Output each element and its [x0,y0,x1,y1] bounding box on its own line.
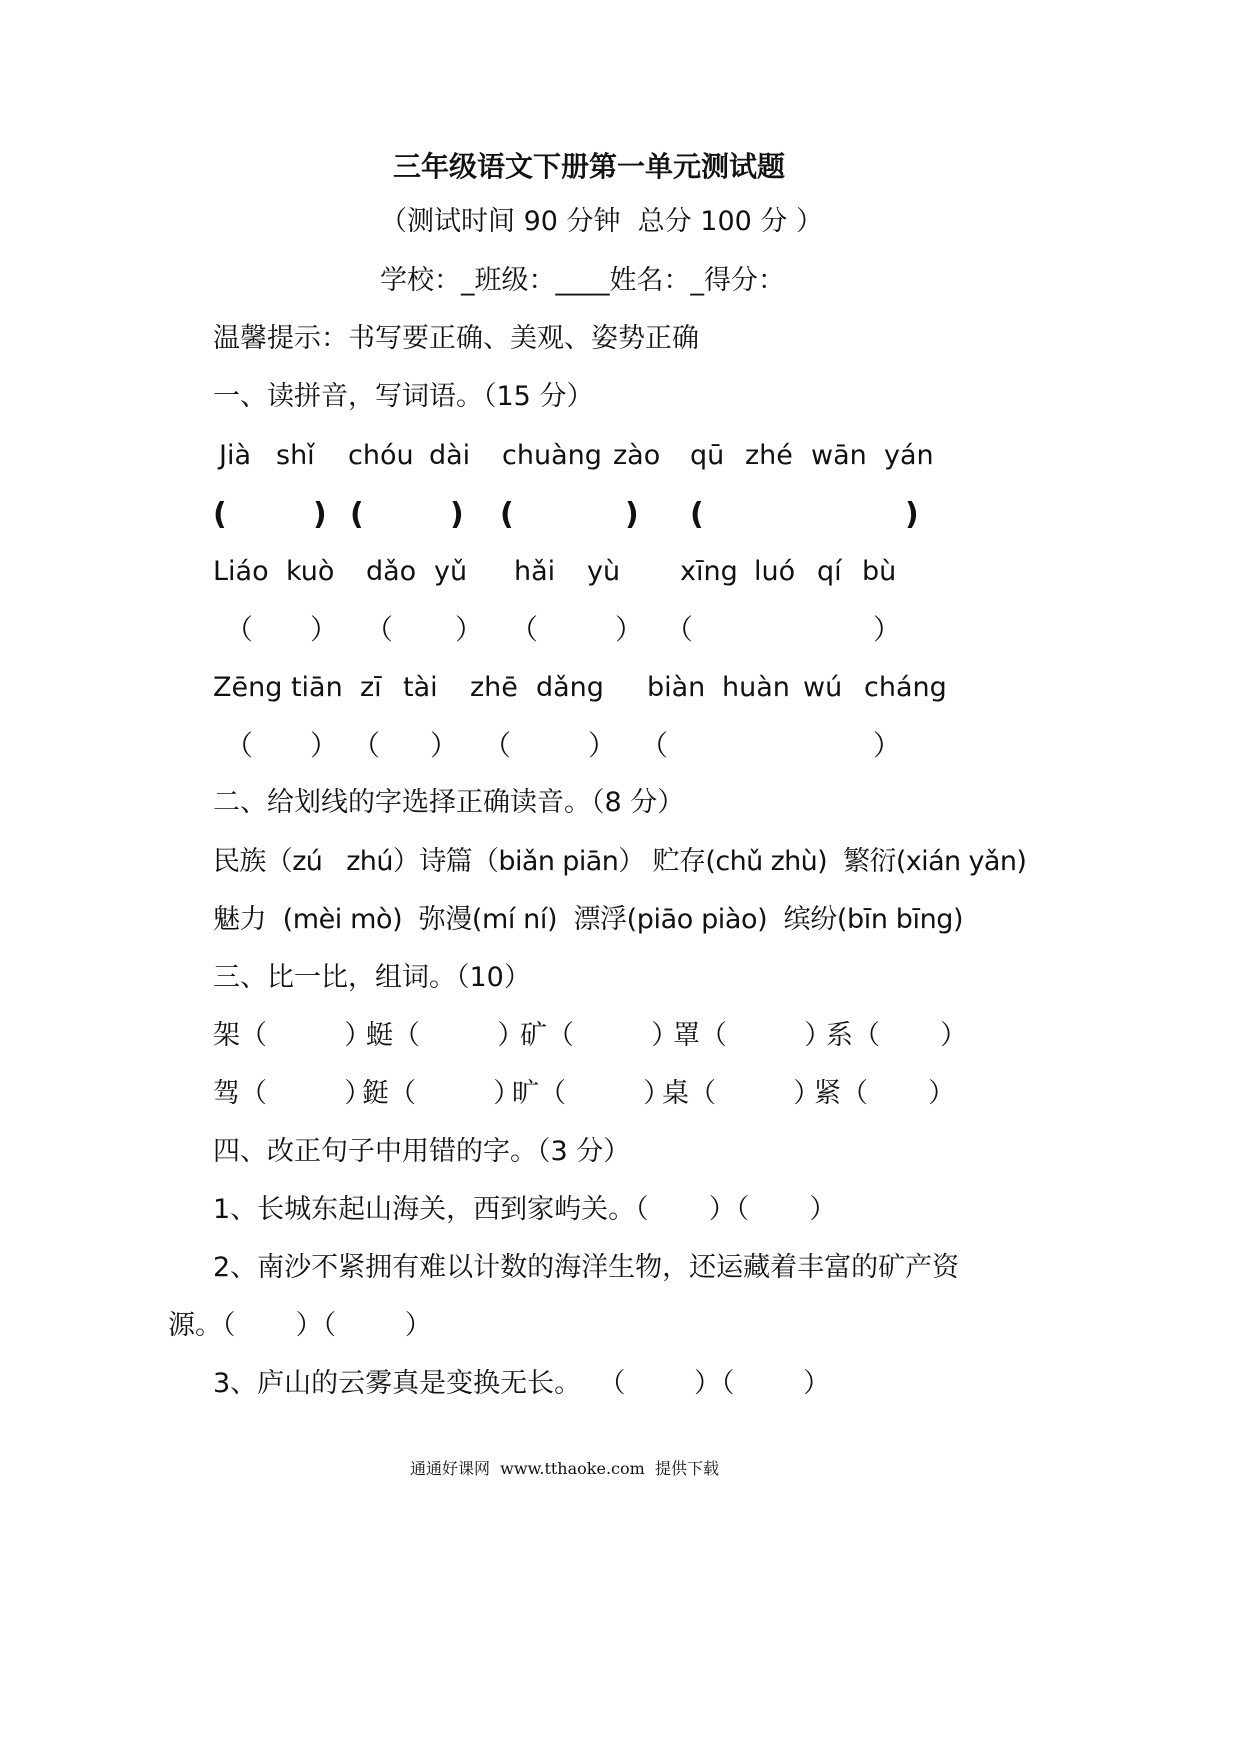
answer-blank-open: （ [225,613,254,646]
answer-blank-close: ） [615,613,644,646]
answer-blank-close: ) [625,497,639,532]
answer-blank-close: ） [310,729,339,762]
pinyin: yán [884,440,934,471]
answer-blank-close: ） [430,729,459,762]
section-4-heading: 四、改正句子中用错的字。（3 分） [213,1136,631,1167]
correction-question-continued: 源。（ ）（ ） [168,1310,432,1341]
reading-choice-line: 魅力 (mèi mò) 弥漫(mí ní) 漂浮(piāo piào) 缤纷(bīn bīng) [213,904,964,935]
word-group-item: 桌（ ） [662,1078,821,1109]
answer-blank-close: ） [588,729,617,762]
tip-text: 温馨提示：书写要正确、美观、姿势正确 [213,323,699,354]
answer-blank-close: ） [455,613,484,646]
answer-blank-open: ( [690,497,704,532]
pinyin: shǐ [276,440,315,471]
reading-choice-line: 民族（zú zhú）诗篇（biǎn piān） 贮存(chǔ zhù) 繁衍(xián yǎn) [213,846,1027,877]
correction-question: 2、南沙不紧拥有难以计数的海洋生物，还运藏着丰富的矿产资 [213,1252,960,1283]
pinyin: zào [613,440,661,471]
answer-blank-open: ( [500,497,514,532]
pinyin: zhé [745,440,793,471]
answer-blank-open: （ [352,729,381,762]
answer-blank-open: （ [483,729,512,762]
answer-blank-open: ( [350,497,364,532]
pinyin: wú [803,672,843,703]
word-group-item: 蜓（ ） [366,1020,525,1051]
pinyin: xīng [680,556,738,587]
answer-blank-close: ） [873,729,902,762]
answer-blank-open: （ [225,729,254,762]
answer-blank-open: （ [365,613,394,646]
correction-question: 1、长城东起山海关，西到家屿关。（ ）（ ） [213,1194,837,1225]
pinyin: huàn [722,672,790,703]
answer-blank-open: （ [510,613,539,646]
pinyin: hǎi [514,556,556,587]
pinyin: luó [754,556,796,587]
pinyin: kuò [286,556,335,587]
section-2-heading: 二、给划线的字选择正确读音。（8 分） [213,787,685,818]
section-1-heading: 一、读拼音，写词语。（15 分） [213,381,594,412]
pinyin: cháng [864,672,947,703]
pinyin: Jià [219,440,252,471]
footer-text: 通通好课网 www.tthaoke.com 提供下载 [410,1459,719,1478]
answer-blank-close: ） [873,613,902,646]
pinyin: dài [429,440,471,471]
pinyin: zhē [470,672,518,703]
pinyin: Zēng tiān [213,672,343,703]
word-group-item: 系（ ） [826,1020,968,1051]
pinyin: yù [587,556,621,587]
pinyin: yǔ [434,556,468,587]
page-title: 三年级语文下册第一单元测试题 [393,150,786,183]
pinyin: Liáo [213,556,269,587]
pinyin: dǎng [536,672,604,703]
answer-blank-open: （ [640,729,669,762]
answer-blank-open: ( [213,497,227,532]
word-group-item: 矿（ ） [520,1020,679,1051]
pinyin: zī [360,672,382,703]
pinyin: qū [690,440,725,471]
word-group-item: 驾（ ） [213,1078,372,1109]
pinyin: tài [403,672,438,703]
pinyin: wān [811,440,867,471]
test-info: （测试时间 90 分钟 总分 100 分 ） [380,206,823,237]
answer-blank-close: ) [905,497,919,532]
pinyin: chóu [348,440,414,471]
section-3-heading: 三、比一比，组词。（10） [213,962,531,993]
pinyin: biàn [647,672,706,703]
pinyin: bù [862,556,897,587]
word-group-item: 旷（ ） [512,1078,671,1109]
pinyin: chuàng [502,440,602,471]
word-group-item: 紧（ ） [814,1078,956,1109]
word-group-item: 罩（ ） [673,1020,832,1051]
answer-blank-open: （ [665,613,694,646]
word-group-item: 鋌（ ） [362,1078,521,1109]
student-info-line: 学校：_班级：____姓名：_得分： [380,265,785,296]
pinyin: dǎo [366,556,417,587]
word-group-item: 架（ ） [213,1020,372,1051]
answer-blank-close: ) [450,497,464,532]
pinyin: qí [817,556,842,587]
correction-question: 3、庐山的云雾真是变换无长。 （ ）（ ） [213,1368,831,1399]
answer-blank-close: ） [310,613,339,646]
answer-blank-close: ) [313,497,327,532]
